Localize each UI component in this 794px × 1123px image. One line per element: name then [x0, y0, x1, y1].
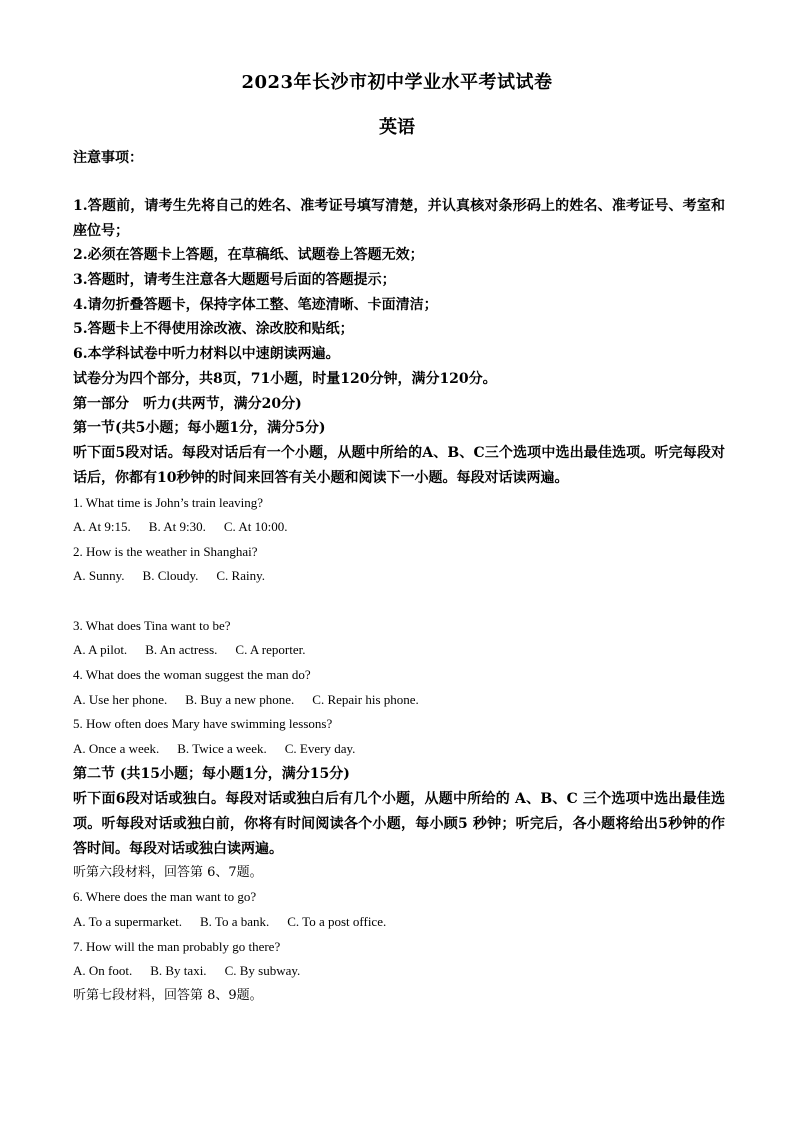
question-4: 4. What does the woman suggest the man do?	[73, 667, 311, 682]
question-4-options	[73, 691, 725, 709]
option-a: A. A pilot.	[73, 642, 128, 657]
option-c: C. Rainy.	[216, 568, 266, 583]
section2-heading: 第二节 (共15小题；每小题1分，满分15分)	[73, 766, 350, 782]
option-c: C. By subway.	[224, 963, 301, 978]
option-c: C. A reporter.	[235, 642, 306, 657]
question-7: 7. How will the man probably go there?	[73, 939, 281, 954]
notice-item-2: 2.必须在答题卡上答题，在草稿纸、试题卷上答题无效；	[73, 247, 424, 263]
notice-item-3: 3.答题时，请考生注意各大题题号后面的答题提示；	[73, 272, 396, 288]
option-c: C. Repair his phone.	[312, 692, 419, 707]
question-1: 1. What time is John’s train leaving?	[73, 495, 264, 510]
notice-item-4: 4.请勿折叠答题卡，保持字体工整、笔迹清晰、卡面清洁；	[73, 297, 438, 313]
section1-heading: 第一节(共5小题；每小题1分，满分5分)	[73, 420, 326, 436]
notice-heading: 注意事项：	[73, 150, 143, 166]
option-a: A. To a supermarket.	[73, 914, 182, 929]
question-1-options	[73, 518, 725, 536]
question-2-options	[73, 567, 725, 585]
option-b: B. By taxi.	[150, 963, 207, 978]
option-a: A. Once a week.	[73, 741, 160, 756]
question-3: 3. What does Tina want to be?	[73, 618, 231, 633]
section1-instructions: 听下面5段对话。每段对话后有一个小题，从题中所给的A、B、C三个选项中选出最佳选项。听完每段对话后，你都有10秒钟的时间来回答有关小题和阅读下一小题。每段对话读两遍。	[73, 445, 725, 486]
option-a: A. Sunny.	[73, 568, 125, 583]
question-3-options	[73, 641, 725, 659]
option-c: C. At 10:00.	[223, 519, 288, 534]
notice-item-1: 1.答题前，请考生先将自己的姓名、准考证号填写清楚，并认真核对条形码上的姓名、准考证号、考室和座位号；	[73, 198, 725, 239]
option-b: B. At 9:30.	[148, 519, 206, 534]
question-6-options	[73, 913, 725, 931]
option-a: A. On foot.	[73, 963, 133, 978]
question-5-options	[73, 740, 725, 758]
exam-subject: 英语	[379, 117, 415, 138]
material-6-note: 听第六段材料，回答第 6、7题。	[73, 865, 263, 880]
question-2: 2. How is the weather in Shanghai?	[73, 544, 258, 559]
option-b: B. Twice a week.	[177, 741, 267, 756]
option-b: B. Cloudy.	[142, 568, 199, 583]
question-5: 5. How often does Mary have swimming lessons?	[73, 716, 333, 731]
option-b: B. An actress.	[145, 642, 218, 657]
part1-heading: 第一部分 听力(共两节，满分20分)	[73, 396, 302, 412]
option-b: B. Buy a new phone.	[185, 692, 295, 707]
question-7-options	[73, 962, 725, 980]
question-6: 6. Where does the man want to go?	[73, 889, 257, 904]
option-b: B. To a bank.	[199, 914, 270, 929]
exam-summary: 试卷分为四个部分，共8页，71小题，时量120分钟，满分120分。	[73, 371, 497, 387]
exam-title: 2023年长沙市初中学业水平考试试卷	[241, 72, 553, 93]
option-a: A. Use her phone.	[73, 692, 168, 707]
option-a: A. At 9:15.	[73, 519, 131, 534]
material-7-note: 听第七段材料，回答第 8、9题。	[73, 988, 263, 1003]
option-c: C. To a post office.	[287, 914, 387, 929]
section2-instructions: 听下面6段对话或独白。每段对话或独白后有几个小题，从题中所给的 A、B、C 三个选项中选出最佳选项。听每段对话或独白前，你将有时间阅读各个小题，每小顾5 秒钟；听完后，各小题将给出5秒钟的作答时间。每段对话或独白读两遍。	[73, 791, 725, 857]
option-c: C. Every day.	[284, 741, 356, 756]
notice-item-6: 6.本学科试卷中听力材料以中速朗读两遍。	[73, 346, 340, 362]
notice-item-5: 5.答题卡上不得使用涂改液、涂改胶和贴纸；	[73, 321, 354, 337]
